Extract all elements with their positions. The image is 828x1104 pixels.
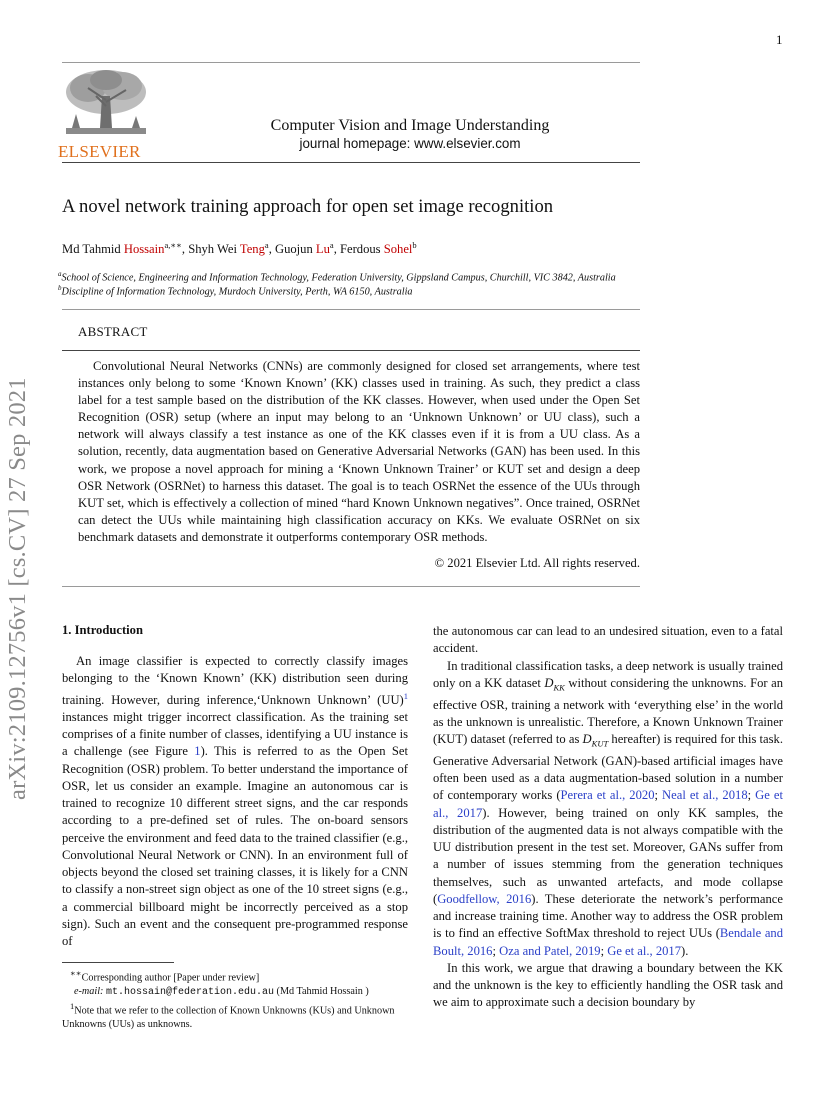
citation-separator: ; bbox=[492, 943, 500, 958]
affiliation-mark: b bbox=[58, 284, 62, 292]
email-owner: (Md Tahmid Hossain ) bbox=[274, 985, 369, 997]
abstract-rule-top bbox=[62, 309, 640, 310]
footnote-text: Corresponding author [Paper under review] bbox=[81, 972, 260, 984]
citation-link[interactable]: Ge et al., 2017 bbox=[433, 788, 783, 820]
footnote-mark: 1 bbox=[70, 1000, 75, 1011]
author-link[interactable]: Hossain bbox=[123, 242, 165, 257]
affiliation-text: School of Science, Engineering and Information Technology, Federation University, Gippsland Campus, Churchill, VIC 3842, Australia bbox=[61, 272, 616, 284]
citation-link[interactable]: Neal et al., 2018 bbox=[662, 788, 748, 803]
author-link[interactable]: Teng bbox=[239, 242, 265, 257]
paragraph-text: instances might trigger incorrect classification. As the training set comprises of a finite number of classes, identifying a UU instance is a challenge (see Figure bbox=[62, 709, 408, 759]
math-dkut bbox=[582, 732, 609, 749]
header-rule-top bbox=[62, 62, 640, 63]
citation-separator: ; bbox=[654, 788, 663, 803]
abstract-rule-mid bbox=[62, 350, 640, 351]
citation-link[interactable]: Ge et al., 2017 bbox=[607, 943, 682, 958]
section-heading: 1. Introduction bbox=[62, 623, 143, 637]
corresponding-author-note bbox=[62, 967, 408, 985]
right-column bbox=[433, 623, 783, 1012]
affiliation-b bbox=[58, 284, 413, 297]
copyright-notice: © 2021 Elsevier Ltd. All rights reserved. bbox=[434, 556, 640, 570]
abstract-heading: ABSTRACT bbox=[78, 324, 148, 339]
citation-link[interactable]: Perera et al., 2020 bbox=[560, 788, 655, 803]
paragraph-text: An image classifier is expected to correctly classify images belonging to the ‘Known Known’ (KK) distribution seen during training. However, during inference,‘Unknown Unknown’ (UU) bbox=[62, 654, 408, 707]
affiliation-text: Discipline of Information Technology, Murdoch University, Perth, WA 6150, Australia bbox=[61, 286, 413, 298]
citation-separator: ; bbox=[600, 943, 608, 958]
author-affiliation-mark: a,∗∗ bbox=[164, 240, 182, 250]
affiliation-a bbox=[58, 270, 616, 283]
paragraph-text: In traditional classification tasks, a deep network is usually trained only on a KK dataset bbox=[433, 658, 783, 690]
figure-link[interactable]: 1 bbox=[194, 744, 201, 759]
abstract-rule-bottom bbox=[62, 586, 640, 587]
author-affiliation-mark: a bbox=[329, 240, 334, 250]
footnote-text: Note that we refer to the collection of Known Unknowns (KUs) and Unknown Unknowns (UUs) as unknowns. bbox=[62, 1004, 395, 1030]
arxiv-stamp[interactable]: arXiv:2109.12756v1 [cs.CV] 27 Sep 2021 bbox=[4, 377, 31, 800]
footnotes bbox=[62, 967, 408, 1031]
author-separator: , bbox=[333, 242, 340, 257]
paragraph-text: ). This is referred to as the Open Set Recognition (OSR) problem. To better understand the importance of OSR, let us consider an example. Imagine an autonomous car is trained to recognize 10 different street signs, and the car responds according to a pre-defined set of rules. The on-board sensors perceive the environment and feed data to the trained classifier (e.g., Convolutional Neural Network or CNN). In an environment full of objects beyond the closed set training classes, it is likely for a CNN to classify a non-street sign object as one of the 10 street signs (e.g., a commercial billboard might be incorrectly perceived as a stop sign). Such an event and the consequent pre-programmed response of bbox=[62, 744, 408, 949]
citation-link[interactable]: Oza and Patel, 2019 bbox=[499, 943, 601, 958]
math-symbol: D bbox=[582, 732, 592, 747]
abstract-text: Convolutional Neural Networks (CNNs) are commonly designed for closed set arrangements, where test instances only belong to some ‘Known Known’ (KK) classes used in training. As such, they predict a class label for a test sample based on the distribution of the KK classes. However, when used under the Open Set Recognition (OSR) setup (where an input may belong to an ‘Unknown Unknown’ or UU class), such a network will always classify a test instance as one of the KK classes even if it is from a UU class. As a solution, recently, data augmentation based on Generative Adversarial Networks (GAN) has been used. In this work, we propose a novel approach for mining a ‘Known Unknown Trainer’ or KUT set and design a deep OSR Network (OSRNet) to harness this dataset. The goal is to teach OSRNet the essence of the UUs through KUT set, which is effectively a collection of mined “hard Known Unknown negatives”. Once trained, OSRNet can detect the UUs while maintaining high classification accuracy on KKs. We evaluate OSRNet on six benchmark datasets and demonstrate it outperforms contemporary OSR methods. bbox=[78, 359, 640, 544]
header-rule-bottom bbox=[62, 162, 640, 163]
paragraph-text: ). bbox=[681, 943, 689, 958]
paragraph-text: without considering the unknowns. For an effective OSR, training a network with ‘everything else’ in the world as the unknown is unrealistic. Therefore, a Known Unknown Trainer (KUT) dataset (referred to as bbox=[433, 675, 783, 747]
footnote-rule bbox=[62, 962, 174, 963]
footnote-1 bbox=[62, 1000, 408, 1032]
author-first-name: Ferdous bbox=[340, 242, 384, 257]
footnote-link[interactable]: 1 bbox=[403, 690, 408, 701]
journal-homepage[interactable]: journal homepage: www.elsevier.com bbox=[299, 136, 521, 151]
paragraph-text: hereafter) is required for this task. Generative Adversarial Network (GAN)-based artificial images have often been used as a data augmentation-based solution in a number of contemporary works ( bbox=[433, 732, 783, 803]
author-link[interactable]: Lu bbox=[315, 242, 330, 257]
author-separator: , bbox=[181, 242, 189, 257]
author-first-name: Md Tahmid bbox=[62, 242, 124, 257]
email-label: e-mail: bbox=[74, 985, 106, 997]
email-note bbox=[62, 985, 408, 1000]
paragraph-text: ). These deteriorate the network’s performance and increase training time. Another way to address the OSR problem is to find an effective SoftMax threshold to reject UUs ( bbox=[433, 891, 783, 941]
intro-paragraph-1 bbox=[62, 653, 408, 950]
intro-paragraph-1-continued: the autonomous car can lead to an undesired situation, even to a fatal accident. bbox=[433, 624, 783, 656]
email-link[interactable]: mt.hossain@federation.edu.au bbox=[105, 986, 274, 998]
affiliation-mark: a bbox=[58, 270, 62, 278]
citation-link[interactable]: Bendale and Boult, 2016 bbox=[433, 926, 784, 958]
author-affiliation-mark: a bbox=[264, 240, 269, 250]
author-separator: , bbox=[268, 242, 275, 257]
elsevier-logo bbox=[58, 66, 154, 162]
math-subscript: KK bbox=[553, 682, 565, 693]
left-column bbox=[62, 653, 408, 950]
footnote-mark: ∗∗ bbox=[70, 968, 82, 978]
elsevier-tree-logo-icon bbox=[58, 66, 154, 140]
math-symbol: D bbox=[544, 675, 554, 690]
paragraph-text: ). However, being trained on only KK samples, the distribution of the augmented data is not always compatible with the UU distribution present in the test set. Moreover, GANs suffer from a number of issues stemming from the generation techniques themselves, such as unwanted artefacts, and mode collapse ( bbox=[433, 805, 783, 906]
citation-separator: ; bbox=[747, 788, 756, 803]
intro-paragraph-2 bbox=[433, 658, 783, 960]
author-first-name: Guojun bbox=[274, 242, 316, 257]
math-subscript: KUT bbox=[591, 738, 609, 749]
author-affiliation-mark: b bbox=[412, 240, 417, 250]
citation-link[interactable]: Goodfellow, 2016 bbox=[437, 891, 532, 906]
journal-title: Computer Vision and Image Understanding bbox=[270, 117, 550, 134]
paper-title: A novel network training approach for open set image recognition bbox=[62, 196, 554, 217]
author-link[interactable]: Sohel bbox=[383, 242, 413, 257]
elsevier-logo-text: ELSEVIER bbox=[58, 142, 141, 161]
author-list bbox=[62, 240, 417, 257]
author-first-name: Shyh Wei bbox=[188, 242, 240, 257]
math-dkk bbox=[544, 675, 565, 693]
page-number: 1 bbox=[776, 32, 783, 47]
intro-paragraph-3: In this work, we argue that drawing a boundary between the KK and the unknown is the key to efficiently handling the OSR task and we aim to approximate such a decision boundary by bbox=[433, 960, 783, 1010]
